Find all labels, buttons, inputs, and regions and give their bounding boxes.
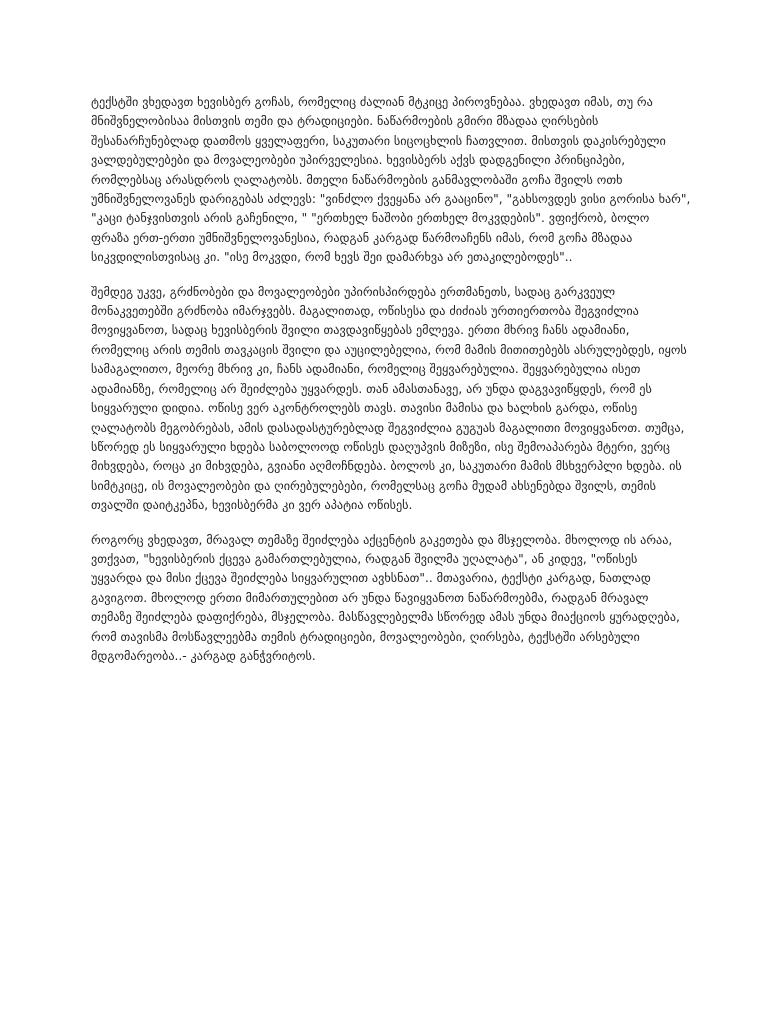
paragraph-3: როგორც ვხედავთ, მრავალ თემაზე შეიძლება აქცენტის გაკეთება და მსჯელობა. მხოლოდ ის არაა, ვთქვათ, "ხევისბერის ქცევა გამართლებულია, რადგან შვილმა უღალატა", ან კიდევ, "ოწისეს უყვარდა და მისი ქცევა შეიძლება სიყვარულით ავხსნათ".. მთავარია, ტექსტი კარგად, ნათლად გავიგოთ. მხოლოდ ერთი მიმართულებით არ უნდა წავიყვანოთ ნაწარმოებმა, რადგან მრავალ თემაზე შეიძლება დაფიქრება, მსჯელობა. მასწავლებელმა სწორედ ამას უნდა მიაქციოს ყურადღება, რომ თავისმა მოსწავლეებმა თემის ტრადიციები, მოვალეობები, ღირსება, ტექსტში არსებული მდგომარეობა..- კარგად განჭვრიტოს. (91, 532, 680, 663)
essay-body (91, 93, 691, 681)
paragraph-1: ტექსტში ვხედავთ ხევისბერ გოჩას, რომელიც ძალიან მტკიცე პიროვნებაა. ვხედავთ იმას, თუ რა მნიშვნელობისაა მისთვის თემი და ტრადიციები. ნაწარმოების გმირი მზადაა ღირსების შესანარჩუნებლად დათმოს ყველაფერი, საკუთარი სიცოცხლის ჩათვლით. მისთვის დაკისრებული ვალდებულებები და მოვალეობები უპირველესია. ხევისბერს აქვს დადგენილი პრინციპები, რომლებსაც არასდროს ღალატობს. მთელი ნაწარმოების განმავლობაში გოჩა შვილს ოთხ უმნიშვნელოვანეს დარიგებას აძლევს: "ვინძლო ქვეყანა არ გააცინო", "გახსოვდეს ვისი გორისა ხარ", "კაცი ტანჯვისთვის არის გაჩენილი, " "ერთხელ ნაშობი ერთხელ მოკვდების". ვფიქრობ, ბოლო ფრაზა ერთ-ერთი უმნიშვნელოვანესია, რადგან კარგად წარმოაჩენს იმას, რომ გოჩა მზადაა სიკვდილისთვისაც კი. "ისე მოკვდი, რომ ხევს შეი დამარხვა არ ეთაკილებოდეს".. (91, 95, 691, 265)
paragraph-2: შემდეგ უკვე, გრძნობები და მოვალეობები უპირისპირდება ერთმანეთს, სადაც გარკვეულ მონაკვეთებში გრძნობა იმარჯვებს. მაგალითად, ოწისესა და ძიძიას ურთიერთობა შეგვიძლია მოვიყვანოთ, სადაც ხევისბერის შვილი თავდავიწყებას ემლევა. ერთი მხრივ ჩანს ადამიანი, რომელიც არის თემის თავკაცის შვილი და აუცილებელია, რომ მამის მითითებებს ასრულებდეს, იყოს სამაგალითო, მეორე მხრივ კი, ჩანს ადამიანი, რომელიც შეყვარებულია. შეყვარებულია ისეთ ადამიანზე, რომელიც არ შეიძლება უყვარდეს. თან ამასთანავე, არ უნდა დაგვავიწყდეს, რომ ეს სიყვარული დიდია. ოწისე ვერ აკონტროლებს თავს. თავისი მამისა და ხალხის გარდა, ოწისე ღალატობს მეგობრებას, ამის დასადასტურებლად შეგვიძლია გუგუას მაგალითი მოვიყვანოთ. თუმცა, სწორედ ეს სიყვარული ხდება საბოლოოდ ოწისეს დაღუპვის მიზეზი, ისე შემოაპარება მტერი, ვერც მიხვდება, როცა კი მიხვდება, გვიანი აღმოჩნდება. ბოლოს კი, საკუთარი მამის მსხვერპლი ხდება. ის სიმტკიცე, ის მოვალეობები და ღირებულებები, რომელსაც გოჩა მუდამ ახსენებდა შვილს, თემის თვალში დაიტკეპნა, ხევისბერმა კი ვერ აპატია ოწისეს. (91, 284, 687, 513)
